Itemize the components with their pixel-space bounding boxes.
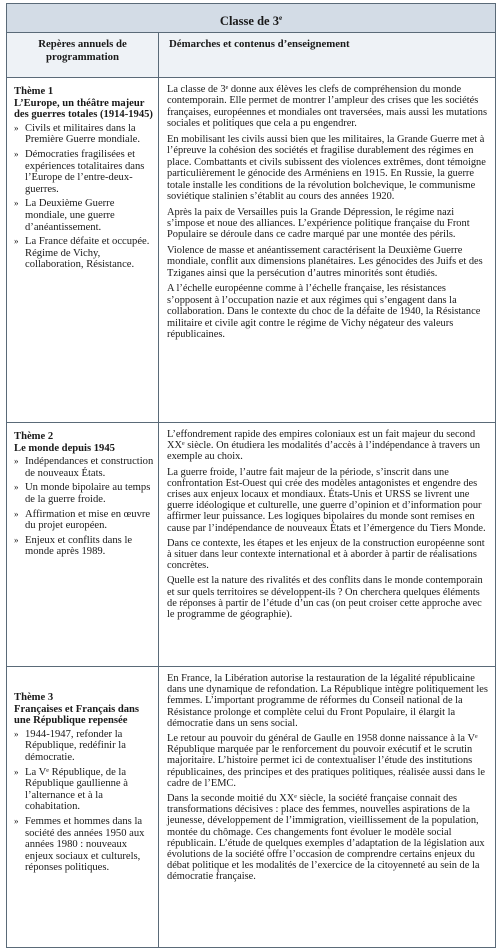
list-item xyxy=(14,535,154,558)
theme-number: Thème 3 xyxy=(14,692,54,703)
paragraph: En France, la Libération autorise la restauration de la légalité républicaine dans une dynamique de refondation. La République intègre politiquement les femmes. L’important programme de réformes du Conseil national de la Résistance prolonge et complète celui du Front Populaire, il élargit la démocratie dans un sens social. xyxy=(167,673,488,729)
list-item xyxy=(14,198,154,233)
theme-title: Le monde depuis 1945 xyxy=(14,442,115,454)
list-item-text: 1944-1947, refonder la République, redéfinir la démocratie. xyxy=(25,728,126,763)
bullet-icon: » xyxy=(14,456,19,467)
list-item-text: Civils et militaires dans la Première Guerre mondiale. xyxy=(25,122,141,146)
list-item xyxy=(14,509,154,532)
theme-3-reperes xyxy=(7,667,159,947)
bullet-icon: » xyxy=(14,766,19,777)
list-item xyxy=(14,123,154,146)
paragraph: Dans ce contexte, les étapes et les enjeux de la construction européenne sont à situer dans leur contexte international et à aborder à partir de réalisations concrètes. xyxy=(167,537,485,572)
list-item-text: La Deuxième Guerre mondiale, une guerre d’anéantissement. xyxy=(25,198,115,233)
bullet-icon: » xyxy=(14,122,19,133)
list-item xyxy=(14,767,154,813)
list-item-text: La Vᵉ République, de la République gaullienne à l’alternance et à la cohabitation. xyxy=(25,766,128,813)
paragraph: Après la paix de Versailles puis la Grande Dépression, le régime nazi s’impose et noue des alliances. L’expérience politique française du Front Populaire se déroule dans ce cadre marqué par une montée des périls. xyxy=(167,206,470,241)
bullet-icon: » xyxy=(14,815,19,826)
bullet-icon: » xyxy=(14,534,19,545)
list-item xyxy=(14,816,154,874)
list-item xyxy=(14,236,154,271)
bullet-icon: » xyxy=(14,198,19,209)
list-item xyxy=(14,729,154,764)
header-reperes: Repères annuels de programmation xyxy=(7,33,159,77)
theme-row-3 xyxy=(7,667,495,947)
theme-2-reperes xyxy=(7,423,159,666)
list-item-text: Démocraties fragilisées et expériences totalitaires dans l’Europe de l’entre-deux-guerres. xyxy=(25,148,145,195)
list-item xyxy=(14,456,154,479)
list-item xyxy=(14,482,154,505)
list-item-text: La France défaite et occupée. Régime de Vichy, collaboration, Résistance. xyxy=(25,236,150,271)
program-table xyxy=(6,3,496,948)
list-item-text: Enjeux et conflits dans le monde après 1989. xyxy=(25,534,133,558)
theme-title: L’Europe, un théâtre majeur des guerres totales (1914-1945) xyxy=(14,97,153,121)
reperes-list xyxy=(14,456,154,558)
paragraph: Dans la seconde moitié du XXᵉ siècle, la société française connait des transformations décisives : place des femmes, nouvelles aspirations de la jeunesse, développement de l’immigration, vieillissement de la population, montée du chômage. Ces changements font évoluer le modèle social républicain. L’étude de quelques exemples d’adaptation de la législation aux évolutions de la société offre l’occasion de comprendre certains enjeux du débat politique et les modalités de l’exercice de la citoyenneté au sein de la démocratie française. xyxy=(167,793,485,883)
bullet-icon: » xyxy=(14,482,19,493)
header-demarches: Démarches et contenus d’enseignement xyxy=(169,38,350,50)
table-title xyxy=(7,4,495,33)
spacer xyxy=(14,675,154,692)
list-item-text: Un monde bipolaire au temps de la guerre froide. xyxy=(25,482,151,505)
paragraph: En mobilisant les civils aussi bien que les militaires, la Grande Guerre met à l’épreuve la cohésion des sociétés et fragilise durablement des régimes en place. Combattants et civils subissent des violences extrêmes, dont témoigne particulièrement le génocide des Arméniens en 1915. En Russie, la guerre totale installe les conditions de la révolution bolchevique, le communisme soviétique stalinien s’établit au cours des années 1920. xyxy=(167,133,486,203)
theme-row-1 xyxy=(7,78,495,423)
bullet-icon: » xyxy=(14,236,19,247)
theme-1-reperes xyxy=(7,78,159,422)
reperes-list xyxy=(14,123,154,271)
bullet-icon: » xyxy=(14,728,19,739)
column-headers xyxy=(7,33,495,78)
paragraph: Quelle est la nature des rivalités et des conflits dans le monde contemporain et sur quels territoires se développent-ils ? On cherchera quelques éléments de réponses à partir de l’étude d’un cas (on peut croiser cette approche avec le programme de géographie). xyxy=(167,575,483,621)
list-item xyxy=(14,149,154,195)
paragraph: A l’échelle européenne comme à l’échelle française, les résistances s’opposent à l’occupation nazie et aux régimes qui s’engagent dans la collaboration. Dans le contexte du choc de la défaite de 1940, la Résistance militaire et civile agit contre le régime de Vichy négateur des valeurs républicaines. xyxy=(167,283,481,341)
paragraph: Le retour au pouvoir du général de Gaulle en 1958 donne naissance à la Vᵉ République marquée par le renforcement du pouvoir exécutif et le scrutin majoritaire. L’histoire permet ici de contextualiser l’étude des institutions républicaines, des principes et des pratiques politiques, réalisée aussi dans le cadre de l’EMC. xyxy=(167,733,485,789)
table-title-superscript: e xyxy=(278,14,283,22)
list-item-text: Femmes et hommes dans la société des années 1950 aux années 1980 : nouveaux enjeux sociaux et culturels, réponses politiques. xyxy=(25,815,145,874)
theme-1-contenus xyxy=(159,78,495,422)
bullet-icon: » xyxy=(14,508,19,519)
paragraph: L’effondrement rapide des empires coloniaux est un fait majeur du second XXᵉ siècle. On étudiera les modalités d’accès à l’indépendance à travers un exemple au choix. xyxy=(167,429,481,463)
theme-number: Thème 2 xyxy=(14,431,54,442)
list-item-text: Indépendances et construction de nouveaux États. xyxy=(25,456,154,479)
reperes-list xyxy=(14,729,154,874)
theme-title: Françaises et Français dans une République repensée xyxy=(14,703,140,727)
list-item-text: Affirmation et mise en œuvre du projet européen. xyxy=(25,508,151,532)
paragraph: Violence de masse et anéantissement caractérisent la Deuxième Guerre mondiale, conflit aux dimensions planétaires. Les génocides des Juifs et des Tziganes ainsi que la persécution d’autres minorités sont étudiés. xyxy=(167,244,483,279)
paragraph: La classe de 3ᵉ donne aux élèves les clefs de compréhension du monde contemporain. Elle permet de montrer l’ampleur des crises que les sociétés françaises, européennes et mondiales ont traversées, mais aussi les mutations sociales et politiques que cela a pu engendrer. xyxy=(167,84,487,130)
theme-3-contenus xyxy=(159,667,495,947)
theme-2-contenus xyxy=(159,423,495,666)
theme-row-2 xyxy=(7,423,495,667)
paragraph: La guerre froide, l’autre fait majeur de la période, s’inscrit dans une confrontation Est-Ouest qui crée des modèles antagonistes et engendre des crises aux enjeux locaux et mondiaux. États-Unis et URSS se livrent une guerre idéologique et culturelle, une guerre d’opinion et d’information pour affirmer leur puissance. Les logiques bipolaires du monde sont remises en cause par l’indépendance de nouveaux États et l’émergence du Tiers Monde. xyxy=(167,466,486,534)
bullet-icon: » xyxy=(14,148,19,159)
theme-number: Thème 1 xyxy=(14,86,54,97)
table-title-text: Classe de 3 xyxy=(219,14,279,29)
